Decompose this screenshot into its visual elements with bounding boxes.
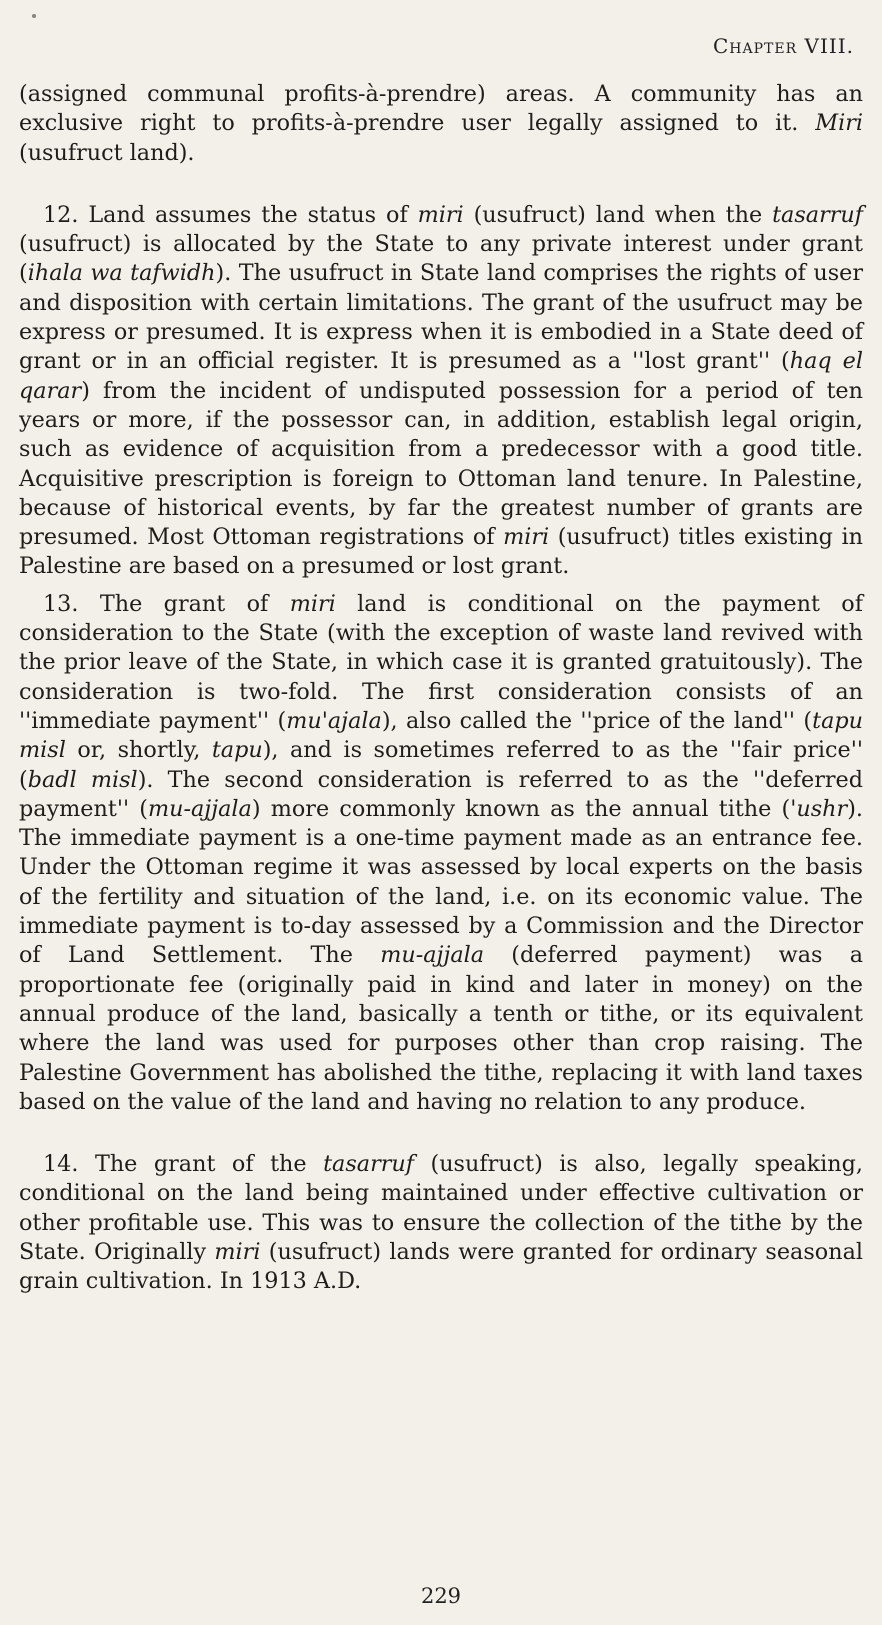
italic-term: mu-ajjala [380,942,485,969]
italic-term: ihala wa tafwidh [27,260,216,287]
italic-term: miri [417,201,464,228]
text-run: (deferred payment) was a proportionate fee (originally paid in kind and later in money) on the annual produce of the land, basically a tenth or tithe, or its equivalent where the land was used for purposes other than crop raising. The Palestine Government has abolished the tithe, replacing it with land taxes based on the value of the land and having no relation to any produce. [19,942,864,1115]
italic-term: haq el qarar [19,348,863,404]
text-run: (usufruct) land when the [463,201,773,228]
italic-term: ushr [796,795,848,822]
paragraph-continuation [19,80,863,168]
italic-term: miri [503,524,550,551]
paragraph-12 [19,201,863,582]
text-run: ). The immediate payment is a one-time payment made as an entrance fee. Under the Ottoman regime it was assessed by local experts on the basis of the fertility and situation of the land, i.e. on its economic value. The immediate payment is to-day assessed by a Commission and the Director of Land Settlement. The [19,795,863,969]
body-text [19,80,863,1297]
italic-term: tasarruf [323,1151,414,1178]
italic-term: mu'ajala [286,707,382,734]
text-run: 13. The grant of [43,590,290,617]
ink-speck [32,14,36,18]
page-number: 229 [420,1584,462,1608]
italic-term: tapu misl [19,707,863,764]
text-run: land is conditional on the payment of consideration to the State (with the exception of waste land revived with the prior leave of the State, in which case it is granted gratuitously). The consideration is two-fold. The first consideration consists of an ''immediate payment'' ( [19,590,863,734]
paragraph-13 [19,590,863,1117]
paragraph-14 [19,1150,863,1296]
italic-term: miri [214,1238,261,1265]
text-run: (usufruct) lands were granted for ordinary seasonal grain cultivation. In 1913 A.D. [19,1238,863,1295]
chapter-header: Chapter VIII. [713,34,854,58]
italic-term: Miri [815,110,863,137]
text-run: ). The usufruct in State land comprises the rights of user and disposition with certain limitations. The grant of the usufruct may be express or presumed. It is express when it is embodied in a State deed of grant or in an official register. It is presumed as a ''lost grant'' ( [19,260,864,375]
italic-term: miri [289,590,336,617]
text-run: ), also called the ''price of the land'' ( [381,707,813,734]
text-run: ). The second consideration is referred to as the ''deferred payment'' ( [19,766,863,822]
text-run: (usufruct) is also, legally speaking, conditional on the land being maintained under effective cultivation or other profitable use. This was to ensure the collection of the tithe by the State. Originally [19,1151,863,1265]
text-run: 14. The grant of the [43,1151,324,1178]
italic-term: tapu [211,737,263,764]
text-run: (usufruct land). [19,139,195,166]
italic-term: tasarruf [772,201,863,228]
text-run: ), and is sometimes referred to as the ''fair price'' ( [19,737,863,793]
italic-term: badl misl [27,766,138,793]
italic-term: mu-ajjala [147,795,252,822]
text-run: ) from the incident of undisputed possession for a period of ten years or more, if the possessor can, in addition, establish legal origin, such as evidence of acquisition from a predecessor with a good title. Acquisitive prescription is foreign to Ottoman land tenure. In Palestine, because of historical events, by far the greatest number of grants are presumed. Most Ottoman registrations of [19,377,863,551]
text-run: (usufruct) is allocated by the State to any private interest under grant ( [19,231,863,287]
text-run: or, shortly, [65,737,212,764]
text-run: ) more commonly known as the annual tithe (' [251,795,797,822]
text-run: (assigned communal profits-à-prendre) areas. A community has an exclusive right to profits-à-prendre user legally assigned to it. [19,81,863,137]
text-run: (usufruct) titles existing in Palestine are based on a presumed or lost grant. [19,524,863,580]
text-run: 12. Land assumes the status of [43,201,418,228]
